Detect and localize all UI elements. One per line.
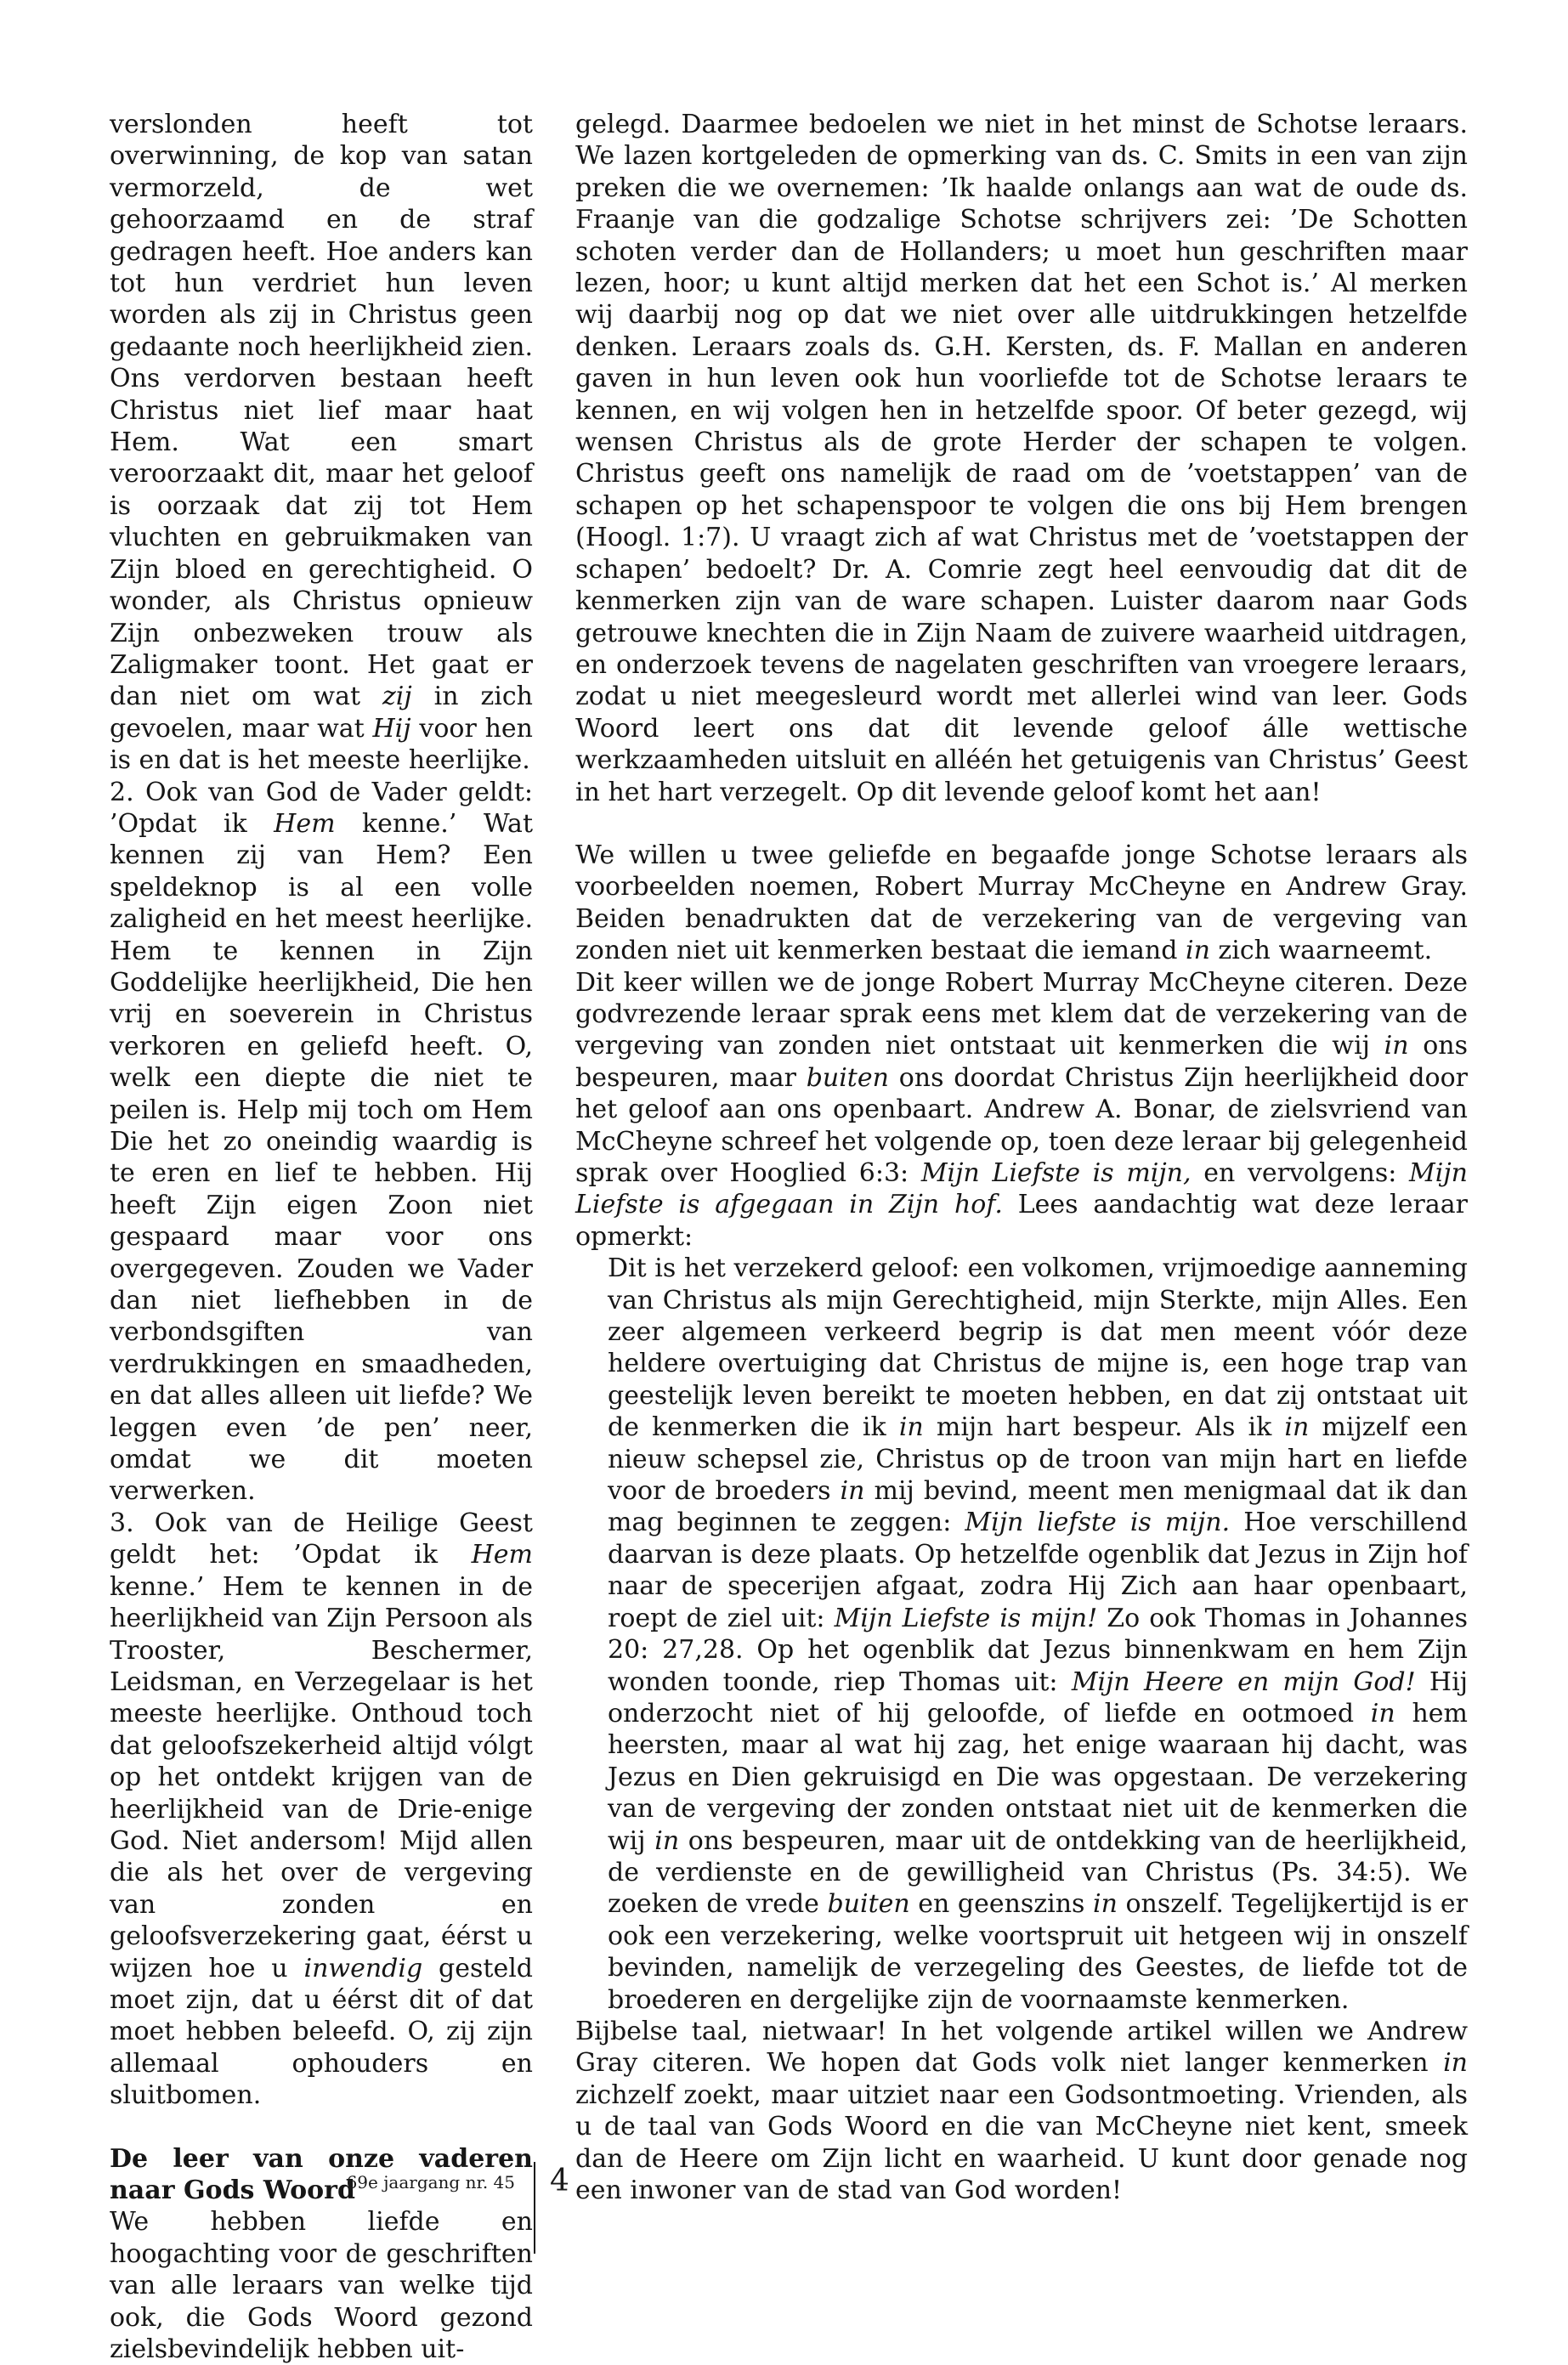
right-column xyxy=(575,109,1468,2206)
paragraph: Bijbelse taal, nietwaar! In het volgende artikel willen we Andrew Gray citeren. We hopen dat Gods volk niet langer kenmerken in zichzelf zoekt, maar uitziet naar een Godsontmoeting. Vrienden, als u de taal van Gods Woord en die van McCheyne niet kent, smeek dan de Heere om Zijn licht en waarheid. U kunt door genade nog een inwoner van de stad van God worden! xyxy=(575,2016,1468,2205)
section-heading: De leer van onze vaderen naar Gods Woord xyxy=(110,2143,533,2205)
footer-divider xyxy=(534,2162,535,2254)
paragraph: gelegd. Daarmee bedoelen we niet in het minst de Schotse leraars. We lazen kortgeleden de opmerking van ds. C. Smits in een van zijn preken die we overnemen: ’Ik haalde onlangs aan wat de oude ds. Fraanje van die godzalige Schotse schrijvers zei: ’De Schotten schoten verder dan de Hollanders; u moet hun geschriften maar lezen, hoor; u kunt altijd merken dat het een Schot is.’ Al merken wij daarbij nog op dat we niet over alle uitdrukkingen hetzelfde denken. Leraars zoals ds. G.H. Kersten, ds. F. Mallan en anderen gaven in hun leven ook hun voorliefde tot de Schotse leraars te kennen, en wij volgen hen in hetzelfde spoor. Of beter gezegd, wij wensen Christus als de grote Herder der schapen te volgen. Christus geeft ons namelijk de raad om de ’voetstappen’ van de schapen op het schapenspoor te volgen die ons bij Hem brengen (Hoogl. 1:7). U vraagt zich af wat Christus met de ’voetstappen der schapen’ bedoelt? Dr. A. Comrie zegt heel eenvoudig dat dit de kenmerken zijn van de ware schapen. Luister daarom naar Gods getrouwe knechten die in Zijn Naam de zuivere waarheid uitdragen, en onderzoek tevens de nagelaten geschriften van vroegere leraars, zodat u niet meegesleurd wordt met allerlei wind van leer. Gods Woord leert ons dat dit levende geloof álle wettische werkzaamheden uitsluit en alléén het getuigenis van Christus’ Geest in het hart verzegelt. Op dit levende geloof komt het aan! xyxy=(575,110,1468,807)
paragraph: We willen u twee geliefde en begaafde jonge Schotse leraars als voorbeelden noemen, Robert Murray McCheyne en Andrew Gray. Beiden benadrukten dat de verzekering van de vergeving van zonden niet uit kenmerken bestaat die iemand in zich waarneemt. xyxy=(575,840,1468,966)
page-number: 4 xyxy=(550,2164,569,2198)
paragraph: We hebben liefde en hoogachting voor de geschriften van alle leraars van welke tijd ook, die Gods Woord gezond zielsbevindelijk hebben uit- xyxy=(110,2207,533,2365)
paragraph: 2. Ook van God de Vader geldt: ’Opdat ik Hem kenne.’ Wat kennen zij van Hem? Een speldeknop is al een volle zaligheid en het meest heerlijke. Hem te kennen in Zijn Goddelijke heerlijkheid, Die hen vrij en soeverein in Christus verkoren en geliefd heeft. O, welk een diepte die niet te peilen is. Help mij toch om Hem Die het zo oneindig waardig is te eren en lief te hebben. Hij heeft Zijn eigen Zoon niet gespaard maar voor ons overgegeven. Zouden we Vader dan niet liefhebben in de verbondsgiften van verdrukkingen en smaadheden, en dat alles alleen uit liefde? We leggen even ’de pen’ neer, omdat we dit moeten verwerken. xyxy=(110,777,533,1507)
paragraph: verslonden heeft tot overwinning, de kop van satan vermorzeld, de wet gehoorzaamd en de straf gedragen heeft. Hoe anders kan tot hun verdriet hun leven worden als zij in Christus geen gedaante noch heerlijkheid zien. Ons verdorven bestaan heeft Christus niet lief maar haat Hem. Wat een smart veroorzaakt dit, maar het geloof is oorzaak dat zij tot Hem vluchten en gebruikmaken van Zijn bloed en gerechtigheid. O wonder, als Christus opnieuw Zijn onbezweken trouw als Zaligmaker toont. Het gaat er dan niet om wat zij in zich gevoelen, maar wat Hij voor hen is en dat is het meeste heerlijke. xyxy=(110,110,533,776)
left-column xyxy=(110,109,533,2365)
block-quote: Dit is het verzekerd geloof: een volkomen, vrijmoedige aanneming van Christus als mijn Gerechtigheid, mijn Sterkte, mijn Alles. Een zeer algemeen verkeerd begrip is dat men meent vóór deze heldere overtuiging dat Christus de mijne is, een hoge trap van geestelijk leven bereikt te moeten hebben, en dat zij ontstaat uit de kenmerken die ik in mijn hart bespeur. Als ik in mijzelf een nieuw schepsel zie, Christus op de troon van mijn hart en liefde voor de broeders in mij bevind, meent men menigmaal dat ik dan mag beginnen te zeggen: Mijn liefste is mijn. Hoe verschillend daarvan is deze plaats. Op hetzelfde ogenblik dat Jezus in Zijn hof naar de specerijen afgaat, zodra Hij Zich aan haar openbaart, roept de ziel uit: Mijn Liefste is mijn! Zo ook Thomas in Johannes 20: 27,28. Op het ogenblik dat Jezus binnenkwam en hem Zijn wonden toonde, riep Thomas uit: Mijn Heere en mijn God! Hij onderzocht niet of hij geloofde, of liefde en ootmoed in hem heersten, maar al wat hij zag, het enige waaraan hij dacht, was Jezus en Dien gekruisigd en Die was opgestaan. De verzekering van de vergeving der zonden ontstaat niet uit de kenmerken die wij in ons bespeuren, maar uit de ontdekking van de heerlijkheid, de verdienste en de gewilligheid van Christus (Ps. 34:5). We zoeken de vrede buiten en geenszins in onszelf. Tegelijkertijd is er ook een verzekering, welke voortspruit uit hetgeen wij in onszelf bevinden, namelijk de verzegeling des Geestes, de liefde tot de broederen en dergelijke zijn de voornaamste kenmerken. xyxy=(608,1253,1468,2015)
footer-issue: 69e jaargang nr. 45 xyxy=(346,2172,515,2192)
paragraph: Dit keer willen we de jonge Robert Murray McCheyne citeren. Deze godvrezende leraar sprak eens met klem dat de verzekering van de vergeving van zonden niet ontstaat uit kenmerken die wij in ons bespeuren, maar buiten ons doordat Christus Zijn heerlijkheid door het geloof aan ons openbaart. Andrew A. Bonar, de zielsvriend van McCheyne schreef het volgende op, toen deze leraar bij gelegenheid sprak over Hooglied 6:3: Mijn Liefste is mijn, en vervolgens: Mijn Liefste is afgegaan in Zijn hof. Lees aandachtig wat deze leraar opmerkt: xyxy=(575,967,1468,1252)
paragraph: 3. Ook van de Heilige Geest geldt het: ’Opdat ik Hem kenne.’ Hem te kennen in de heerlijkheid van Zijn Persoon als Trooster, Beschermer, Leidsman, en Verzegelaar is het meeste heerlijke. Onthoud toch dat geloofszekerheid altijd vólgt op het ontdekt krijgen van de heerlijkheid van de Drie-enige God. Niet andersom! Mijd allen die als het over de vergeving van zonden en geloofsverzekering gaat, éérst u wijzen hoe u inwendig gesteld moet zijn, dat u éérst dit of dat moet hebben beleefd. O, zij zijn allemaal ophouders en sluitbomen. xyxy=(110,1508,533,2111)
